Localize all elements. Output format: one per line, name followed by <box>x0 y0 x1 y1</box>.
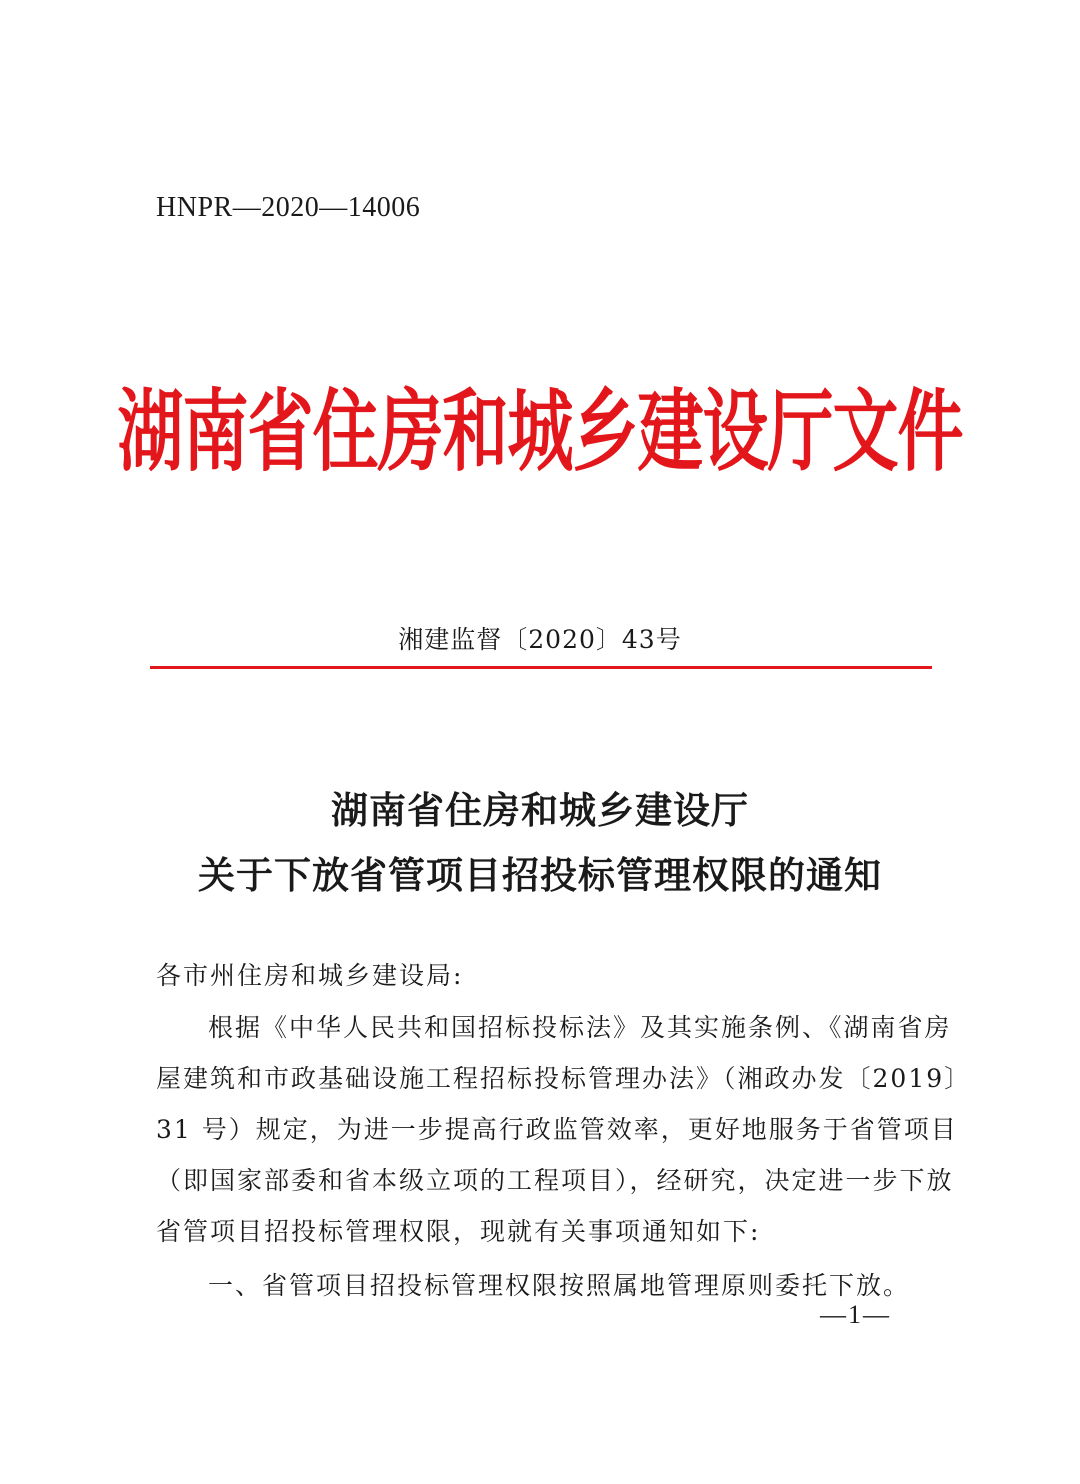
paragraph-1-line: 省管项目招投标管理权限，现就有关事项通知如下: <box>156 1217 761 1246</box>
notice-title-line-1: 湖南省住房和城乡建设厅 <box>331 788 749 832</box>
paragraph-1 <box>156 1002 972 1257</box>
paragraph-1-line: 根据《中华人民共和国招标投标法》及其实施条例、《湖南省房 <box>208 1013 952 1042</box>
masthead-text: 湖南省住房和城乡建设厅文件 <box>117 380 963 485</box>
paragraph-1-line: 31 号）规定，为进一步提高行政监管效率，更好地服务于省管项目 <box>156 1115 958 1144</box>
document-code: HNPR—2020—14006 <box>156 192 421 223</box>
notice-title-line-2: 关于下放省管项目招投标管理权限的通知 <box>198 853 882 897</box>
red-divider-line <box>150 666 932 669</box>
salutation: 各市州住房和城乡建设局: <box>156 961 464 990</box>
masthead-title <box>0 378 1080 488</box>
document-number: 湘建监督〔2020〕43号 <box>398 625 682 654</box>
paragraph-2: 一、省管项目招投标管理权限按照属地管理原则委托下放。 <box>208 1271 911 1300</box>
page-number: —1— <box>820 1300 891 1329</box>
paragraph-1-line: （即国家部委和省本级立项的工程项目），经研究，决定进一步下放 <box>156 1166 954 1195</box>
paragraph-1-line: 屋建筑和市政基础设施工程招标投标管理办法》（湘政办发〔2019〕 <box>156 1064 972 1093</box>
